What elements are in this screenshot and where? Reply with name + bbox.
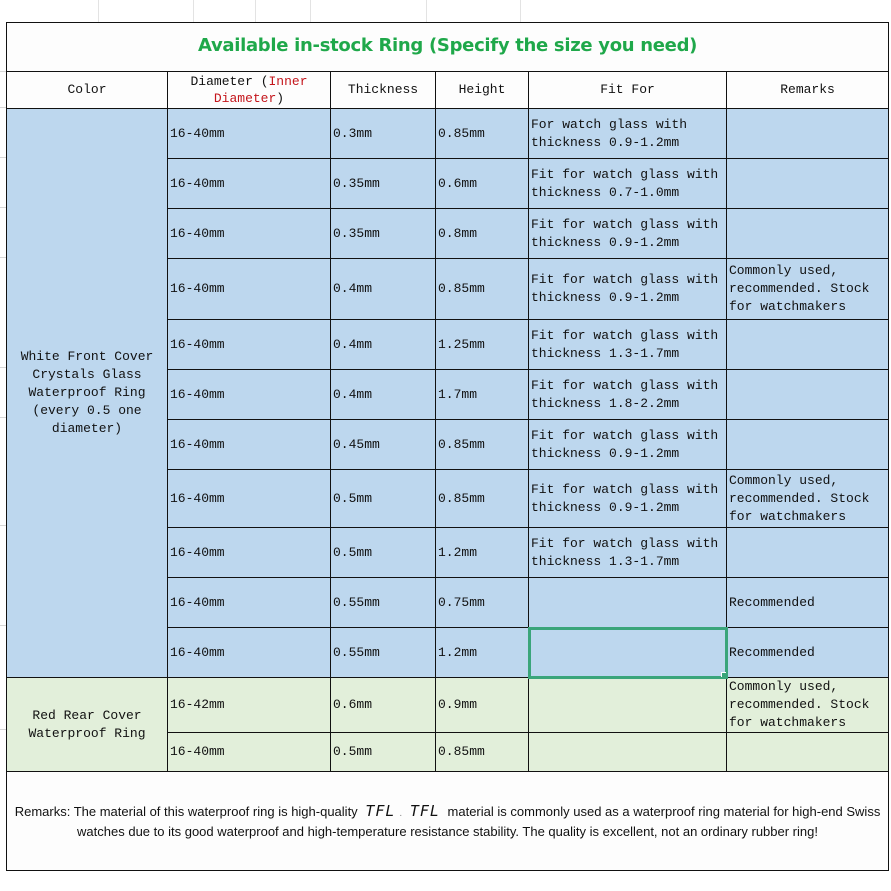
ring-stock-table: [6, 22, 889, 871]
header-thickness[interactable]: Thickness: [331, 72, 436, 109]
cell-remarks[interactable]: [727, 109, 889, 159]
cell-thickness[interactable]: 0.55mm: [331, 578, 436, 628]
tfl-label: TFL: [409, 801, 440, 820]
gridline: [426, 0, 427, 22]
cell-thickness[interactable]: 0.5mm: [331, 733, 436, 772]
cell-diameter[interactable]: 16-40mm: [168, 209, 331, 259]
cell-thickness[interactable]: 0.35mm: [331, 209, 436, 259]
cell-fit-for[interactable]: Fit for watch glass with thickness 0.9-1.2mm: [529, 470, 727, 528]
gridline: [193, 0, 194, 22]
cell-height[interactable]: 0.85mm: [436, 733, 529, 772]
cell-remarks[interactable]: Recommended: [727, 628, 889, 678]
cell-fit-for[interactable]: For watch glass with thickness 0.9-1.2mm: [529, 109, 727, 159]
footer-separator: .: [399, 807, 403, 819]
header-height[interactable]: Height: [436, 72, 529, 109]
cell-thickness[interactable]: 0.5mm: [331, 528, 436, 578]
cell-thickness[interactable]: 0.45mm: [331, 420, 436, 470]
title-cell[interactable]: [7, 23, 889, 72]
cell-fit-for[interactable]: Fit for watch glass with thickness 1.8-2.2mm: [529, 370, 727, 420]
cell-remarks[interactable]: Recommended: [727, 578, 889, 628]
gridline: [310, 0, 311, 22]
gridline: [98, 0, 99, 22]
cell-fit-for[interactable]: Fit for watch glass with thickness 1.3-1.7mm: [529, 320, 727, 370]
cell-height[interactable]: 0.8mm: [436, 209, 529, 259]
cell-fit-for[interactable]: Fit for watch glass with thickness 0.7-1.0mm: [529, 159, 727, 209]
header-fit-for[interactable]: Fit For: [529, 72, 727, 109]
cell-diameter[interactable]: 16-40mm: [168, 628, 331, 678]
cell-thickness[interactable]: 0.5mm: [331, 470, 436, 528]
cell-remarks[interactable]: [727, 733, 889, 772]
cell-remarks[interactable]: Commonly used, recommended. Stock for watchmakers: [727, 678, 889, 733]
cell-fit-for[interactable]: [529, 578, 727, 628]
cell-remarks[interactable]: [727, 159, 889, 209]
header-diameter-close: ): [276, 91, 285, 106]
cell-height[interactable]: 1.25mm: [436, 320, 529, 370]
group-label-white[interactable]: White Front Cover Crystals Glass Waterproof Ring (every 0.5 one diameter): [7, 109, 168, 678]
cell-diameter[interactable]: 16-40mm: [168, 578, 331, 628]
cell-remarks[interactable]: [727, 320, 889, 370]
header-diameter-diameter: Diameter: [213, 91, 277, 106]
cell-thickness[interactable]: 0.4mm: [331, 320, 436, 370]
fill-handle[interactable]: [721, 672, 727, 678]
cell-fit-for[interactable]: [529, 733, 727, 772]
cell-diameter[interactable]: 16-40mm: [168, 470, 331, 528]
cell-fit-for[interactable]: Fit for watch glass with thickness 0.9-1.2mm: [529, 209, 727, 259]
cell-remarks[interactable]: Commonly used, recommended. Stock for watchmakers: [727, 259, 889, 320]
footer-text-2: material is commonly used as a waterproof ring material for high-end Swiss watches due to its good waterproof and high-temperature resistance stability. The quality is excellent, not an ordinary rubber ring!: [77, 803, 881, 839]
header-diameter[interactable]: [168, 72, 331, 109]
footer-text-1: Remarks: The material of this waterproof ring is high-quality: [14, 803, 358, 819]
cell-fit-for[interactable]: Fit for watch glass with thickness 0.9-1.2mm: [529, 420, 727, 470]
cell-diameter[interactable]: 16-40mm: [168, 320, 331, 370]
cell-remarks[interactable]: [727, 209, 889, 259]
cell-height[interactable]: 0.85mm: [436, 470, 529, 528]
header-diameter-inner: Inner: [268, 74, 308, 89]
cell-height[interactable]: 0.85mm: [436, 259, 529, 320]
cell-diameter[interactable]: 16-40mm: [168, 370, 331, 420]
cell-thickness[interactable]: 0.4mm: [331, 370, 436, 420]
cell-remarks[interactable]: [727, 370, 889, 420]
cell-fit-for[interactable]: Fit for watch glass with thickness 1.3-1.7mm: [529, 528, 727, 578]
cell-fit-for[interactable]: Fit for watch glass with thickness 0.9-1.2mm: [529, 259, 727, 320]
gridline: [255, 0, 256, 22]
header-color[interactable]: Color: [7, 72, 168, 109]
cell-thickness[interactable]: 0.4mm: [331, 259, 436, 320]
cell-diameter[interactable]: 16-40mm: [168, 159, 331, 209]
cell-height[interactable]: 0.9mm: [436, 678, 529, 733]
cell-height[interactable]: 0.6mm: [436, 159, 529, 209]
cell-diameter[interactable]: 16-42mm: [168, 678, 331, 733]
cell-diameter[interactable]: 16-40mm: [168, 528, 331, 578]
table-title: Available in-stock Ring (Specify the size you need): [197, 35, 698, 56]
cell-remarks[interactable]: [727, 420, 889, 470]
cell-diameter[interactable]: 16-40mm: [168, 259, 331, 320]
selected-cell-fit-for[interactable]: [529, 628, 727, 678]
tfl-label: TFL: [365, 801, 396, 820]
cell-diameter[interactable]: 16-40mm: [168, 733, 331, 772]
cell-thickness[interactable]: 0.6mm: [331, 678, 436, 733]
header-remarks[interactable]: Remarks: [727, 72, 889, 109]
cell-height[interactable]: 1.7mm: [436, 370, 529, 420]
cell-diameter[interactable]: 16-40mm: [168, 109, 331, 159]
cell-height[interactable]: 1.2mm: [436, 628, 529, 678]
cell-thickness[interactable]: 0.3mm: [331, 109, 436, 159]
header-diameter-text: Diameter (: [190, 74, 269, 89]
cell-diameter[interactable]: 16-40mm: [168, 420, 331, 470]
group-label-red[interactable]: Red Rear Cover Waterproof Ring: [7, 678, 168, 772]
cell-remarks[interactable]: Commonly used, recommended. Stock for watchmakers: [727, 470, 889, 528]
cell-remarks[interactable]: [727, 528, 889, 578]
cell-thickness[interactable]: 0.35mm: [331, 159, 436, 209]
cell-height[interactable]: 0.85mm: [436, 109, 529, 159]
gridline: [520, 0, 521, 22]
footer-remarks[interactable]: [7, 772, 889, 871]
cell-height[interactable]: 0.85mm: [436, 420, 529, 470]
cell-height[interactable]: 1.2mm: [436, 528, 529, 578]
cell-fit-for[interactable]: [529, 678, 727, 733]
cell-thickness[interactable]: 0.55mm: [331, 628, 436, 678]
cell-height[interactable]: 0.75mm: [436, 578, 529, 628]
